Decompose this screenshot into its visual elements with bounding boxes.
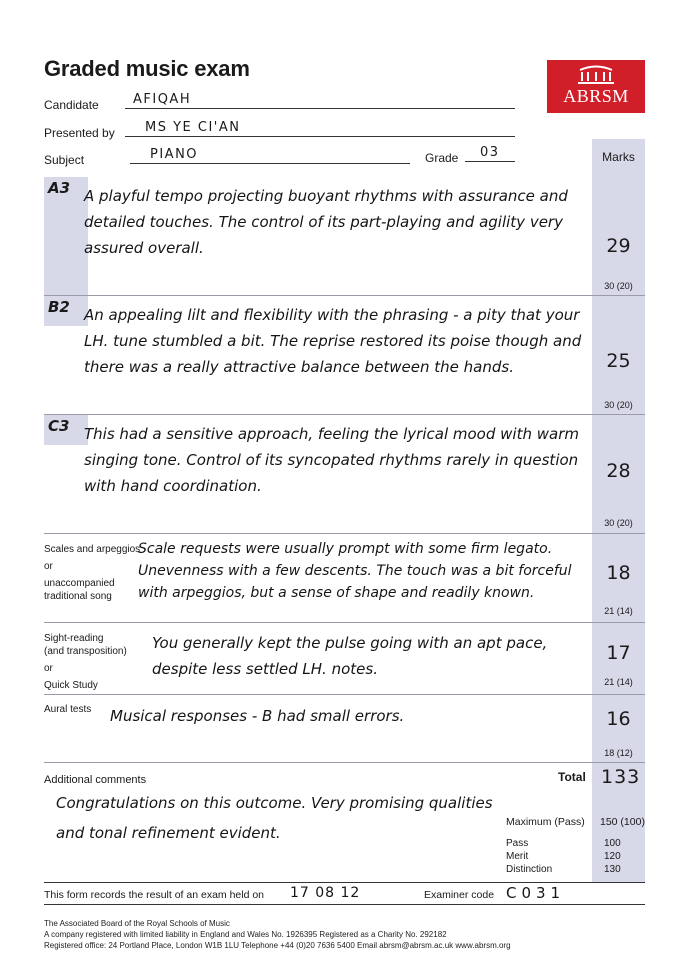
form-title: Graded music exam [44,56,250,81]
section-c-comment: This had a sensitive approach, feeling the lyrical mood with warm singing tone. Control of its syncopated rhythms rarely in question with hand coordination. [84,425,579,495]
sight-label-line: Quick Study [44,680,98,691]
scales-label-line: traditional song [44,591,112,602]
scales-label-line: unaccompanied [44,578,115,589]
scales-label-line: Scales and arpeggios [44,544,141,555]
scales-label-line: or [44,561,53,572]
grade-label: Grade [425,151,459,165]
sight-reading-comment: You generally kept the pulse going with an apt pace, despite less settled LH. notes. [152,634,548,678]
additional-comments-text: Congratulations on this outcome. Very promising qualities and tonal refinement evident. [56,794,493,842]
pass-value: 100 [604,838,621,849]
divider [44,622,645,623]
divider [44,762,645,763]
footer-line-3: Registered office: 24 Portland Place, London W1B 1LU Telephone +44 (0)20 7636 5400 Email abrsm@abrsm.ac.uk www.abrsm.org [44,941,511,950]
section-b-comment: An appealing lilt and flexibility with the phrasing - a pity that your LH. tune stumbled a bit. The reprise restored its poise though and there was a really attractive balance between the hands. [84,306,582,376]
scales-comment: Scale requests were usually prompt with some firm legato. Unevenness with a few descents. The touch was a bit forceful with arpeggios, but a sense of shape and readily known. [138,541,572,601]
total-value: 133 [601,766,641,788]
section-b-code: B2 [48,298,70,316]
sight-label-line: (and transposition) [44,646,127,657]
footer-line-2: A company registered with limited liability in England and Wales No. 1926395 Registered as a Charity No. 292182 [44,930,447,939]
exam-date: 17 08 12 [290,885,361,901]
footer-line-1: The Associated Board of the Royal Schools of Music [44,919,230,928]
scales-label [44,543,140,603]
section-a-mark: 29 [606,235,631,257]
section-a-max: 30 (20) [604,281,633,291]
aural-max: 18 (12) [604,748,633,758]
maximum-pass-value: 150 (100) [600,816,645,828]
grade-value: 03 [480,145,500,160]
section-a-comment: A playful tempo projecting buoyant rhythms with assurance and detailed touches. The control of its part-playing and agility very assured overall. [84,187,568,257]
examiner-code-value: C031 [506,884,566,902]
divider [44,694,645,695]
candidate-line [125,108,515,109]
presented-by-value: MS YE CI'AN [145,120,241,135]
grade-line [465,161,515,162]
candidate-value: AFIQAH [133,92,192,107]
sight-reading-label [44,632,127,692]
section-b-mark: 25 [606,350,631,372]
aural-mark: 16 [606,708,631,730]
crown-icon [576,65,616,85]
section-c-content [44,415,592,533]
sight-reading-max: 21 (14) [604,677,633,687]
pass-label: Pass [506,838,529,849]
sight-reading-mark: 17 [606,642,631,664]
merit-value: 120 [604,851,621,862]
maximum-pass-label: Maximum (Pass) [506,816,585,828]
logo-text: ABRSM [563,86,629,106]
section-b-content [44,296,592,414]
aural-label: Aural tests [44,704,92,715]
divider [44,533,645,534]
section-b-max: 30 (20) [604,400,633,410]
sight-label-line: or [44,663,53,674]
section-c-max: 30 (20) [604,518,633,528]
record-text: This form records the result of an exam held on [44,889,265,901]
section-a-content [44,177,592,295]
presented-by-line [125,136,515,137]
scales-max: 21 (14) [604,606,633,616]
aural-comment: Musical responses - B had small errors. [110,707,405,725]
section-c-code: C3 [48,417,70,435]
section-c-mark: 28 [606,460,631,482]
section-a-code: A3 [48,179,71,197]
merit-label: Merit [506,851,529,862]
candidate-label: Candidate [44,98,99,112]
abrsm-logo [547,60,645,113]
marks-heading: Marks [602,150,635,164]
distinction-value: 130 [604,864,621,875]
distinction-label: Distinction [506,864,553,875]
total-label: Total [558,770,586,784]
subject-line [130,163,410,164]
sight-label-line: Sight-reading [44,633,104,644]
additional-comments-label: Additional comments [44,774,147,786]
subject-value: PIANO [150,147,199,162]
presented-by-label: Presented by [44,126,115,140]
scales-mark: 18 [606,562,631,584]
subject-label: Subject [44,153,85,167]
examiner-code-label: Examiner code [424,889,495,901]
